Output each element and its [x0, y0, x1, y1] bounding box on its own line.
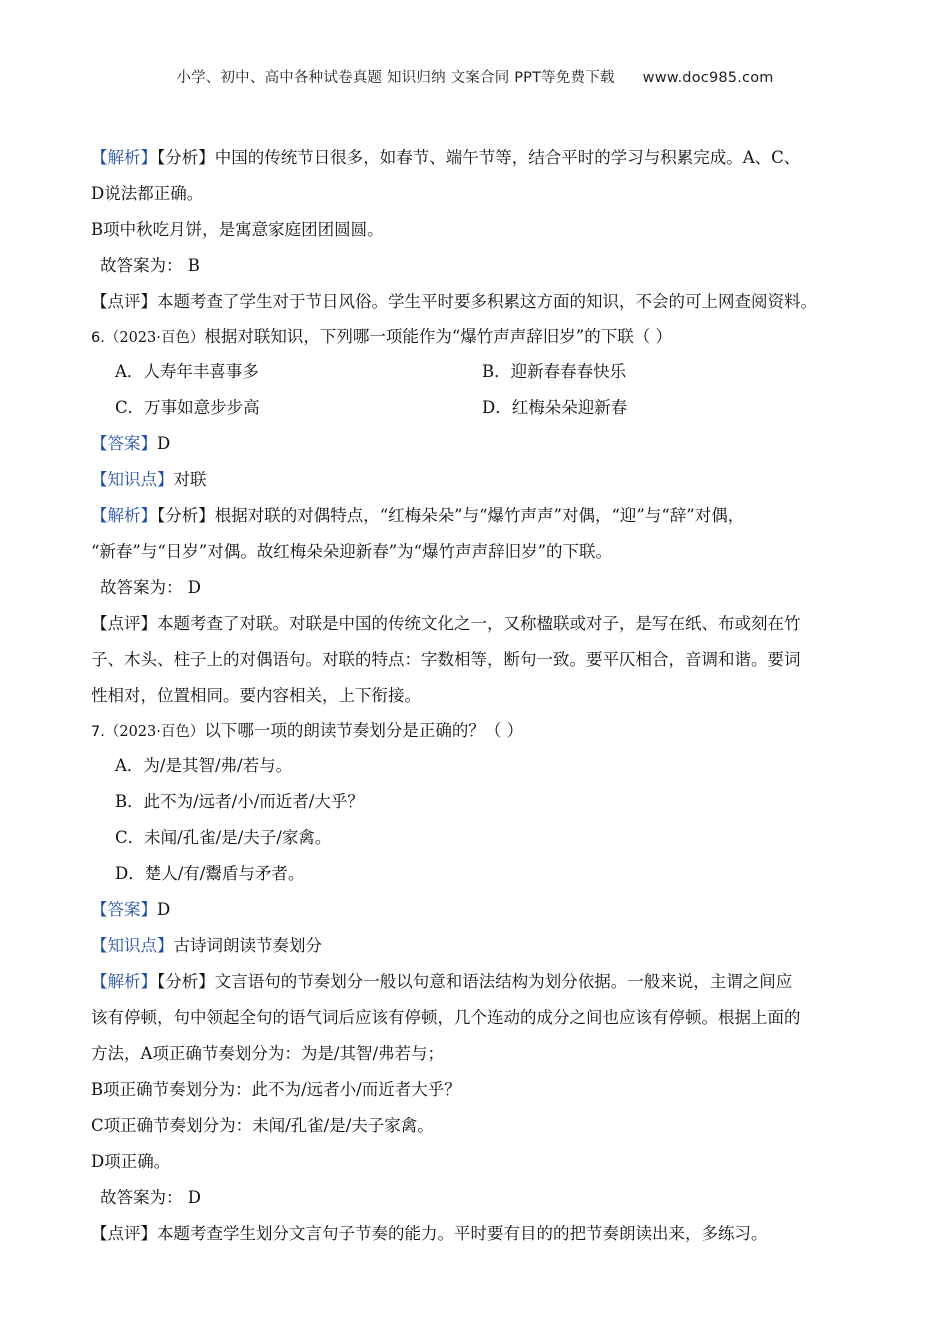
answer-tag: 【答案】 [91, 900, 157, 919]
q5-answer-line: 故答案为： B [100, 256, 200, 275]
q5-comment-line: 【点评】本题考查了学生对于节日风俗。学生平时要多积累这方面的知识，不会的可上网查阅资料。 [91, 292, 817, 311]
option-d: D．楚人/有/鬻盾与矛者。 [115, 864, 305, 883]
option-b: B．此不为/远者/小/而近者/大乎？ [115, 792, 364, 811]
q6-options-row [91, 390, 861, 426]
q6-comment-line: 【点评】本题考查了对联。对联是中国的传统文化之一，又称楹联或对子，是写在纸、布或刻在竹 [91, 614, 801, 633]
option-c: C．未闻/孔雀/是/夫子/家禽。 [115, 828, 332, 847]
q6-stem: 6.（2023·百色）根据对联知识，下列哪一项能作为“爆竹声声辞旧岁”的下联（ ） [91, 327, 672, 346]
comment-tag: 【点评】 [91, 614, 157, 633]
q7-analysis-line: D项正确。 [91, 1152, 171, 1171]
q7-comment-line: 【点评】本题考查学生划分文言句子节奏的能力。平时要有目的的把节奏朗读出来，多练习。 [91, 1224, 768, 1243]
knowledge-tag: 【知识点】 [91, 470, 174, 489]
q7-analysis-line: 方法，A项正确节奏划分为：为是/其智/弗若与； [91, 1044, 445, 1063]
q7-analysis-line: 该有停顿，句中领起全句的语气词后应该有停顿，几个连动的成分之间也应该有停顿。根据上面的 [91, 1008, 801, 1027]
option-a: A．人寿年丰喜事多 [115, 362, 259, 381]
analysis-tag: 【解析】 [91, 148, 157, 167]
q7-analysis-line: C项正确节奏划分为：未闻/孔雀/是/夫子家禽。 [91, 1116, 434, 1135]
q7-answer: 【答案】D [91, 900, 171, 919]
header-text: 小学、初中、高中各种试卷真题 知识归纳 文案合同 PPT等免费下载 [176, 70, 615, 86]
question-source: （2023·百色） [104, 330, 205, 346]
q6-analysis-line: “新春”与“日岁”对偶。故红梅朵朵迎新春”为“爆竹声声辞旧岁”的下联。 [91, 542, 613, 561]
question-number: 6. [91, 330, 105, 346]
q5-analysis-line: 【解析】【分析】中国的传统节日很多，如春节、端午节等，结合平时的学习与积累完成。A、C、 [91, 148, 801, 167]
option-b: B．迎新春春春快乐 [482, 362, 627, 381]
q5-analysis-line: B项中秋吃月饼，是寓意家庭团团圆圆。 [91, 220, 384, 239]
q7-answer-line: 故答案为： D [100, 1188, 201, 1207]
option-a: A．为/是其智/弗/若与。 [115, 756, 293, 775]
page-header [0, 66, 950, 87]
document-body [91, 140, 861, 1252]
option-c: C．万事如意步步高 [115, 398, 260, 417]
q6-analysis-line: 【解析】【分析】根据对联的对偶特点，“红梅朵朵”与“爆竹声声”对偶，“迎”与“辞”对偶， [91, 506, 745, 525]
q7-knowledge: 【知识点】古诗词朗读节奏划分 [91, 936, 322, 955]
question-source: （2023·百色） [104, 724, 205, 740]
q6-comment-line: 子、木头、柱子上的对偶语句。对联的特点：字数相等，断句一致。要平仄相合，音调和谐。要词 [91, 650, 801, 669]
q6-options-row [91, 354, 861, 390]
analysis-tag: 【解析】 [91, 972, 157, 991]
comment-tag: 【点评】 [91, 292, 157, 311]
q6-comment-line: 性相对，位置相同。要内容相关，上下衔接。 [91, 686, 421, 705]
q6-answer-line: 故答案为： D [100, 578, 201, 597]
q6-knowledge: 【知识点】对联 [91, 470, 207, 489]
analysis-tag: 【解析】 [91, 506, 157, 525]
q5-analysis-line: D说法都正确。 [91, 184, 204, 203]
q7-stem: 7.（2023·百色）以下哪一项的朗读节奏划分是正确的？（ ） [91, 721, 524, 740]
q7-analysis-line: 【解析】【分析】文言语句的节奏划分一般以句意和语法结构为划分依据。一般来说，主谓之间应 [91, 972, 793, 991]
knowledge-tag: 【知识点】 [91, 936, 174, 955]
header-site: www.doc985.com [642, 70, 774, 86]
question-number: 7. [91, 724, 105, 740]
comment-tag: 【点评】 [91, 1224, 157, 1243]
answer-tag: 【答案】 [91, 434, 157, 453]
q6-answer: 【答案】D [91, 434, 171, 453]
q7-analysis-line: B项正确节奏划分为：此不为/远者小/而近者大乎？ [91, 1080, 461, 1099]
option-d: D．红梅朵朵迎新春 [482, 398, 628, 417]
